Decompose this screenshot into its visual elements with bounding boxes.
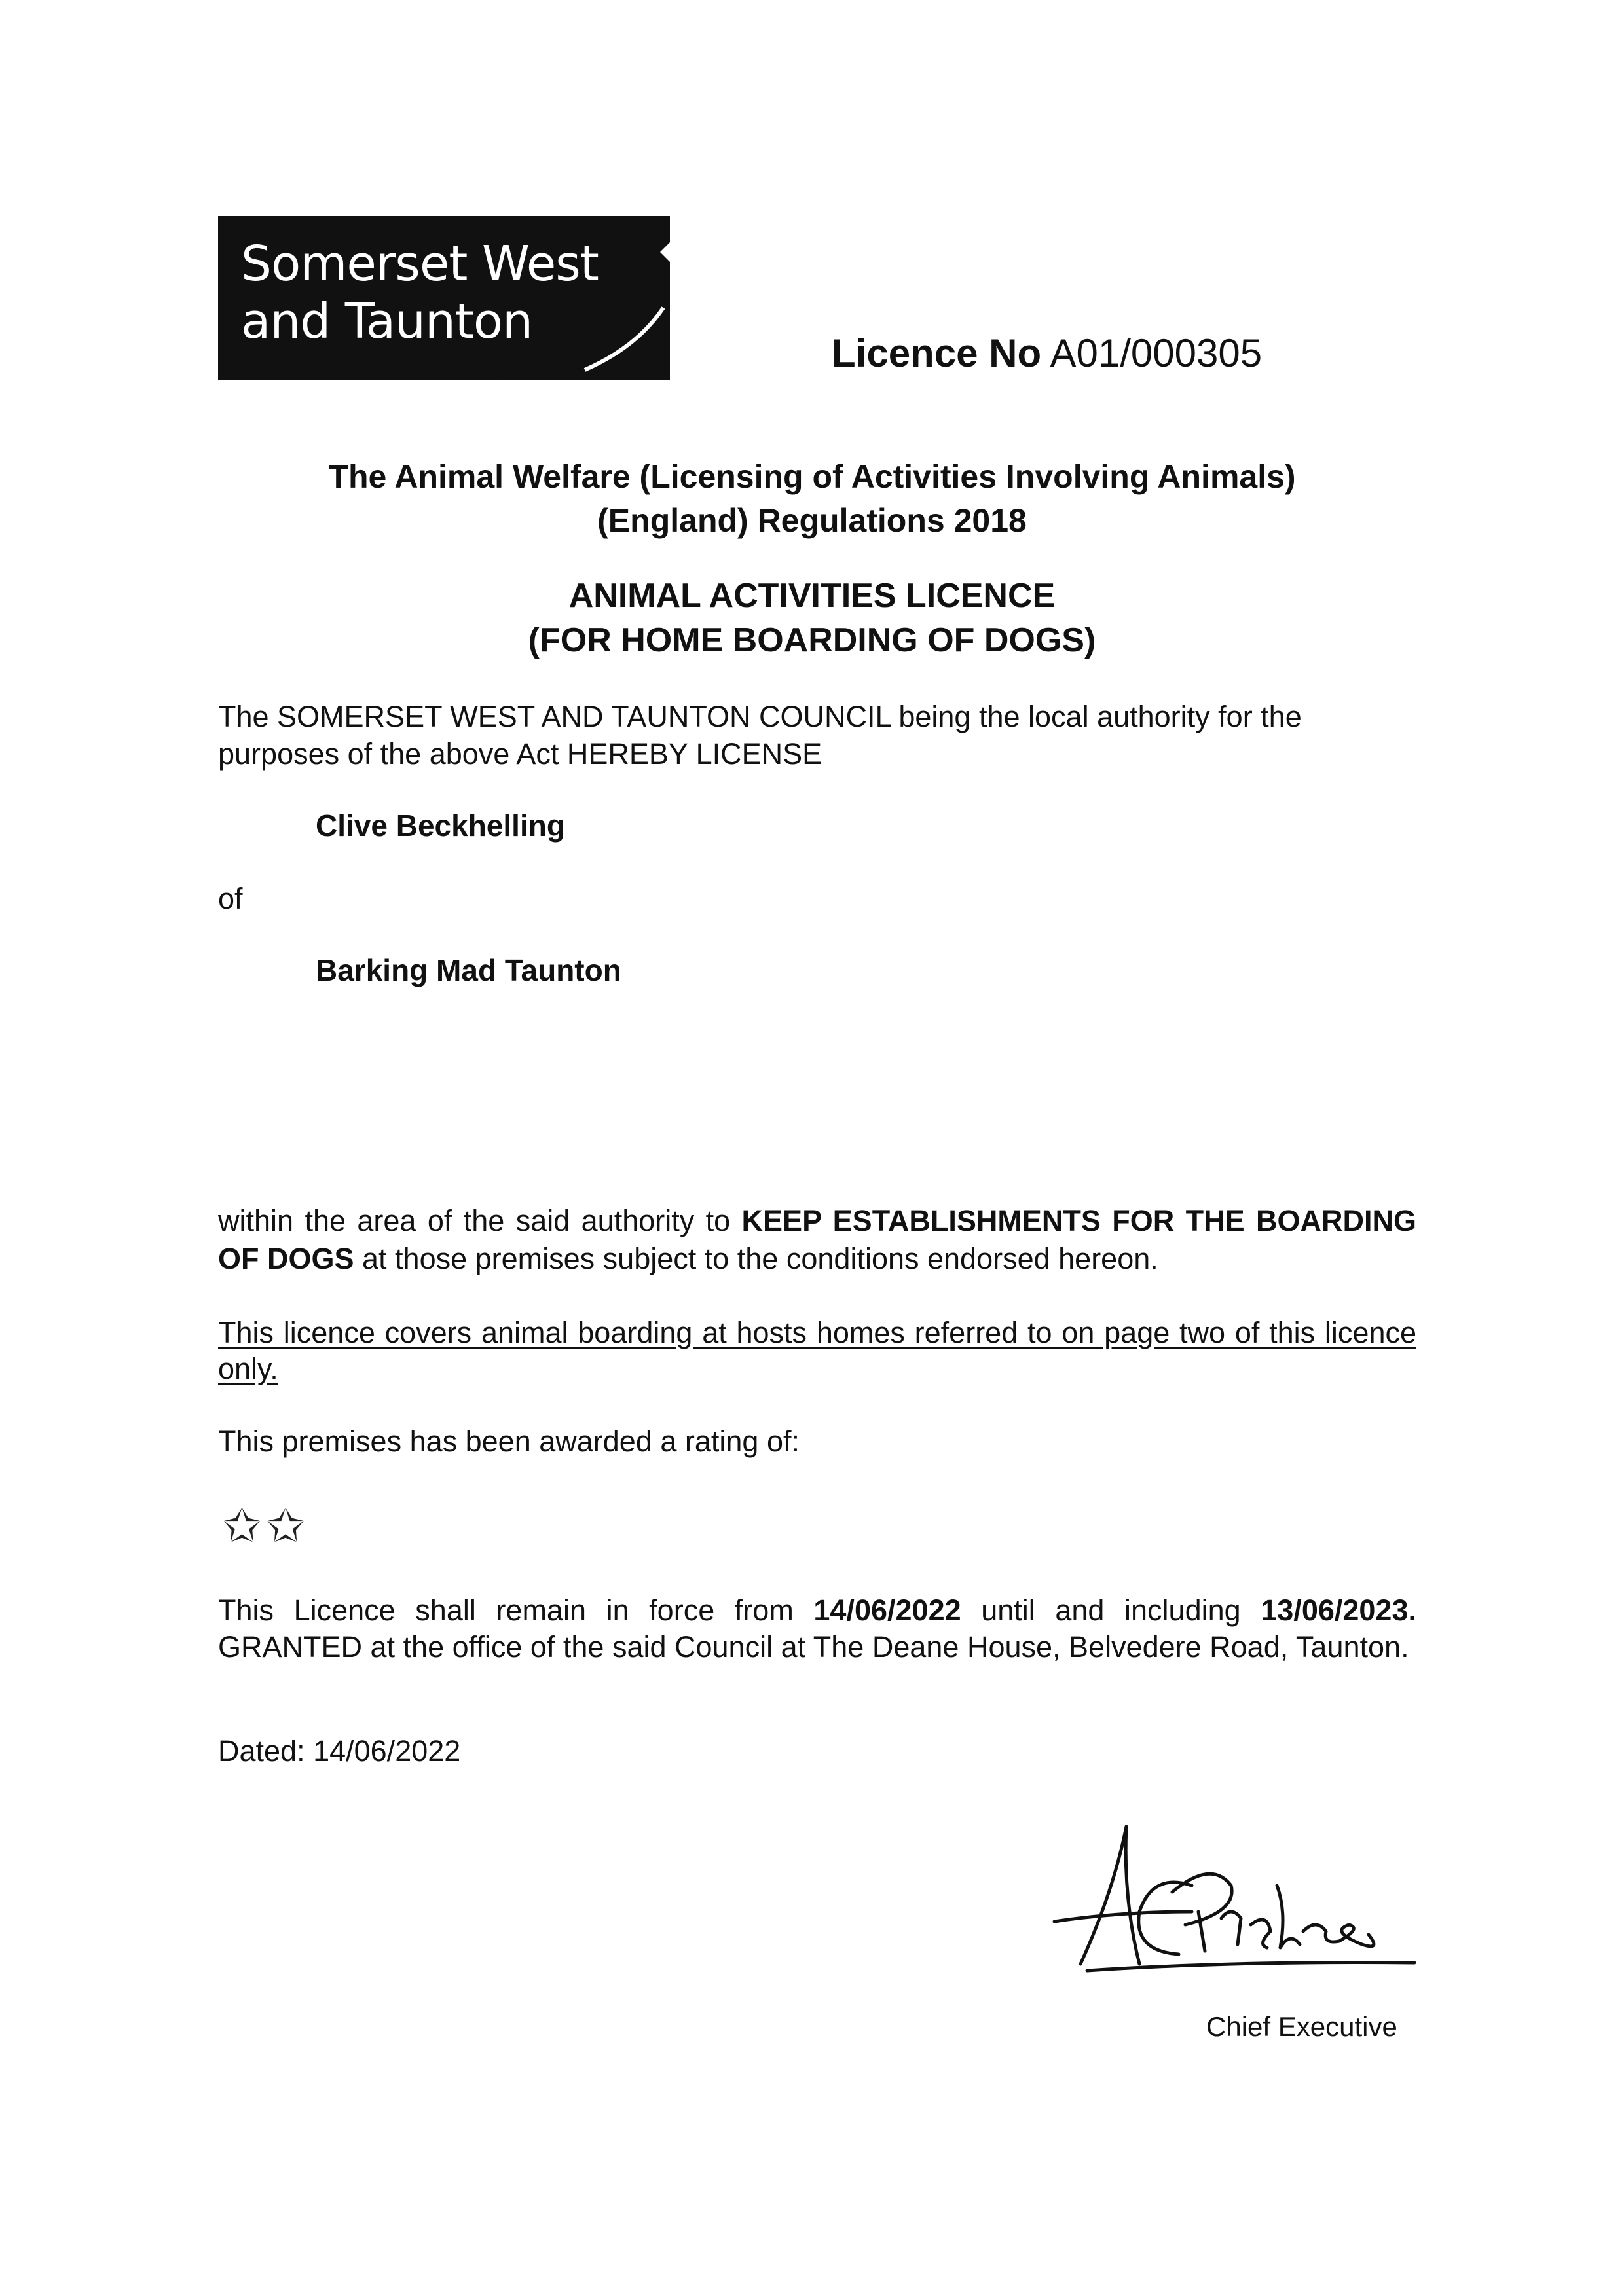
coverage-note: This licence covers animal boarding at hosts homes referred to on page two of this licence only. [218,1316,1416,1385]
validity-middle: until and including [961,1594,1261,1627]
dated-line: Dated: 14/06/2022 [218,1734,461,1768]
validity-end-date: 13/06/2023. [1261,1594,1416,1627]
licence-type-line-2: (FOR HOME BOARDING OF DOGS) [528,621,1096,659]
logo-line-1: Somerset West [241,236,599,292]
scope-activity: KEEP ESTABLISHMENTS FOR THE BOARDING OF DOGS [218,1204,1416,1275]
regulation-title-line-1: The Animal Welfare (Licensing of Activities Involving Animals) [328,458,1296,495]
signature [1041,1813,1421,1990]
star-rating: ✩✩ [223,1499,310,1553]
licence-number-label: Licence No [832,331,1042,375]
premises-name: Barking Mad Taunton [316,953,621,987]
validity-paragraph [218,1592,1416,1666]
logo-line-2: and Taunton [241,293,533,350]
regulation-title-line-2: (England) Regulations 2018 [597,502,1027,539]
intro-paragraph: The SOMERSET WEST AND TAUNTON COUNCIL being the local authority for the purposes of the above Act HEREBY LICENSE [218,700,1302,771]
scope-prefix: within the area of the said authority to [218,1204,742,1237]
signatory-title: Chief Executive [1206,2011,1397,2042]
signature-drawing [1041,1813,1421,1990]
licence-number-value: A01/000305 [1050,331,1263,375]
rating-text: This premises has been awarded a rating of: [218,1425,800,1458]
scope-suffix: at those premises subject to the conditions endorsed hereon. [354,1242,1158,1275]
scope-paragraph [218,1202,1416,1278]
council-logo [218,216,676,380]
granted-text: GRANTED at the office of the said Council at The Deane House, Belvedere Road, Taunton. [218,1630,1409,1664]
licensee-name: Clive Beckhelling [316,809,565,843]
licence-type-line-1: ANIMAL ACTIVITIES LICENCE [568,577,1056,615]
of-label: of [218,882,243,915]
validity-prefix: This Licence shall remain in force from [218,1594,814,1627]
validity-start-date: 14/06/2022 [813,1594,961,1627]
licence-number [832,331,1262,376]
